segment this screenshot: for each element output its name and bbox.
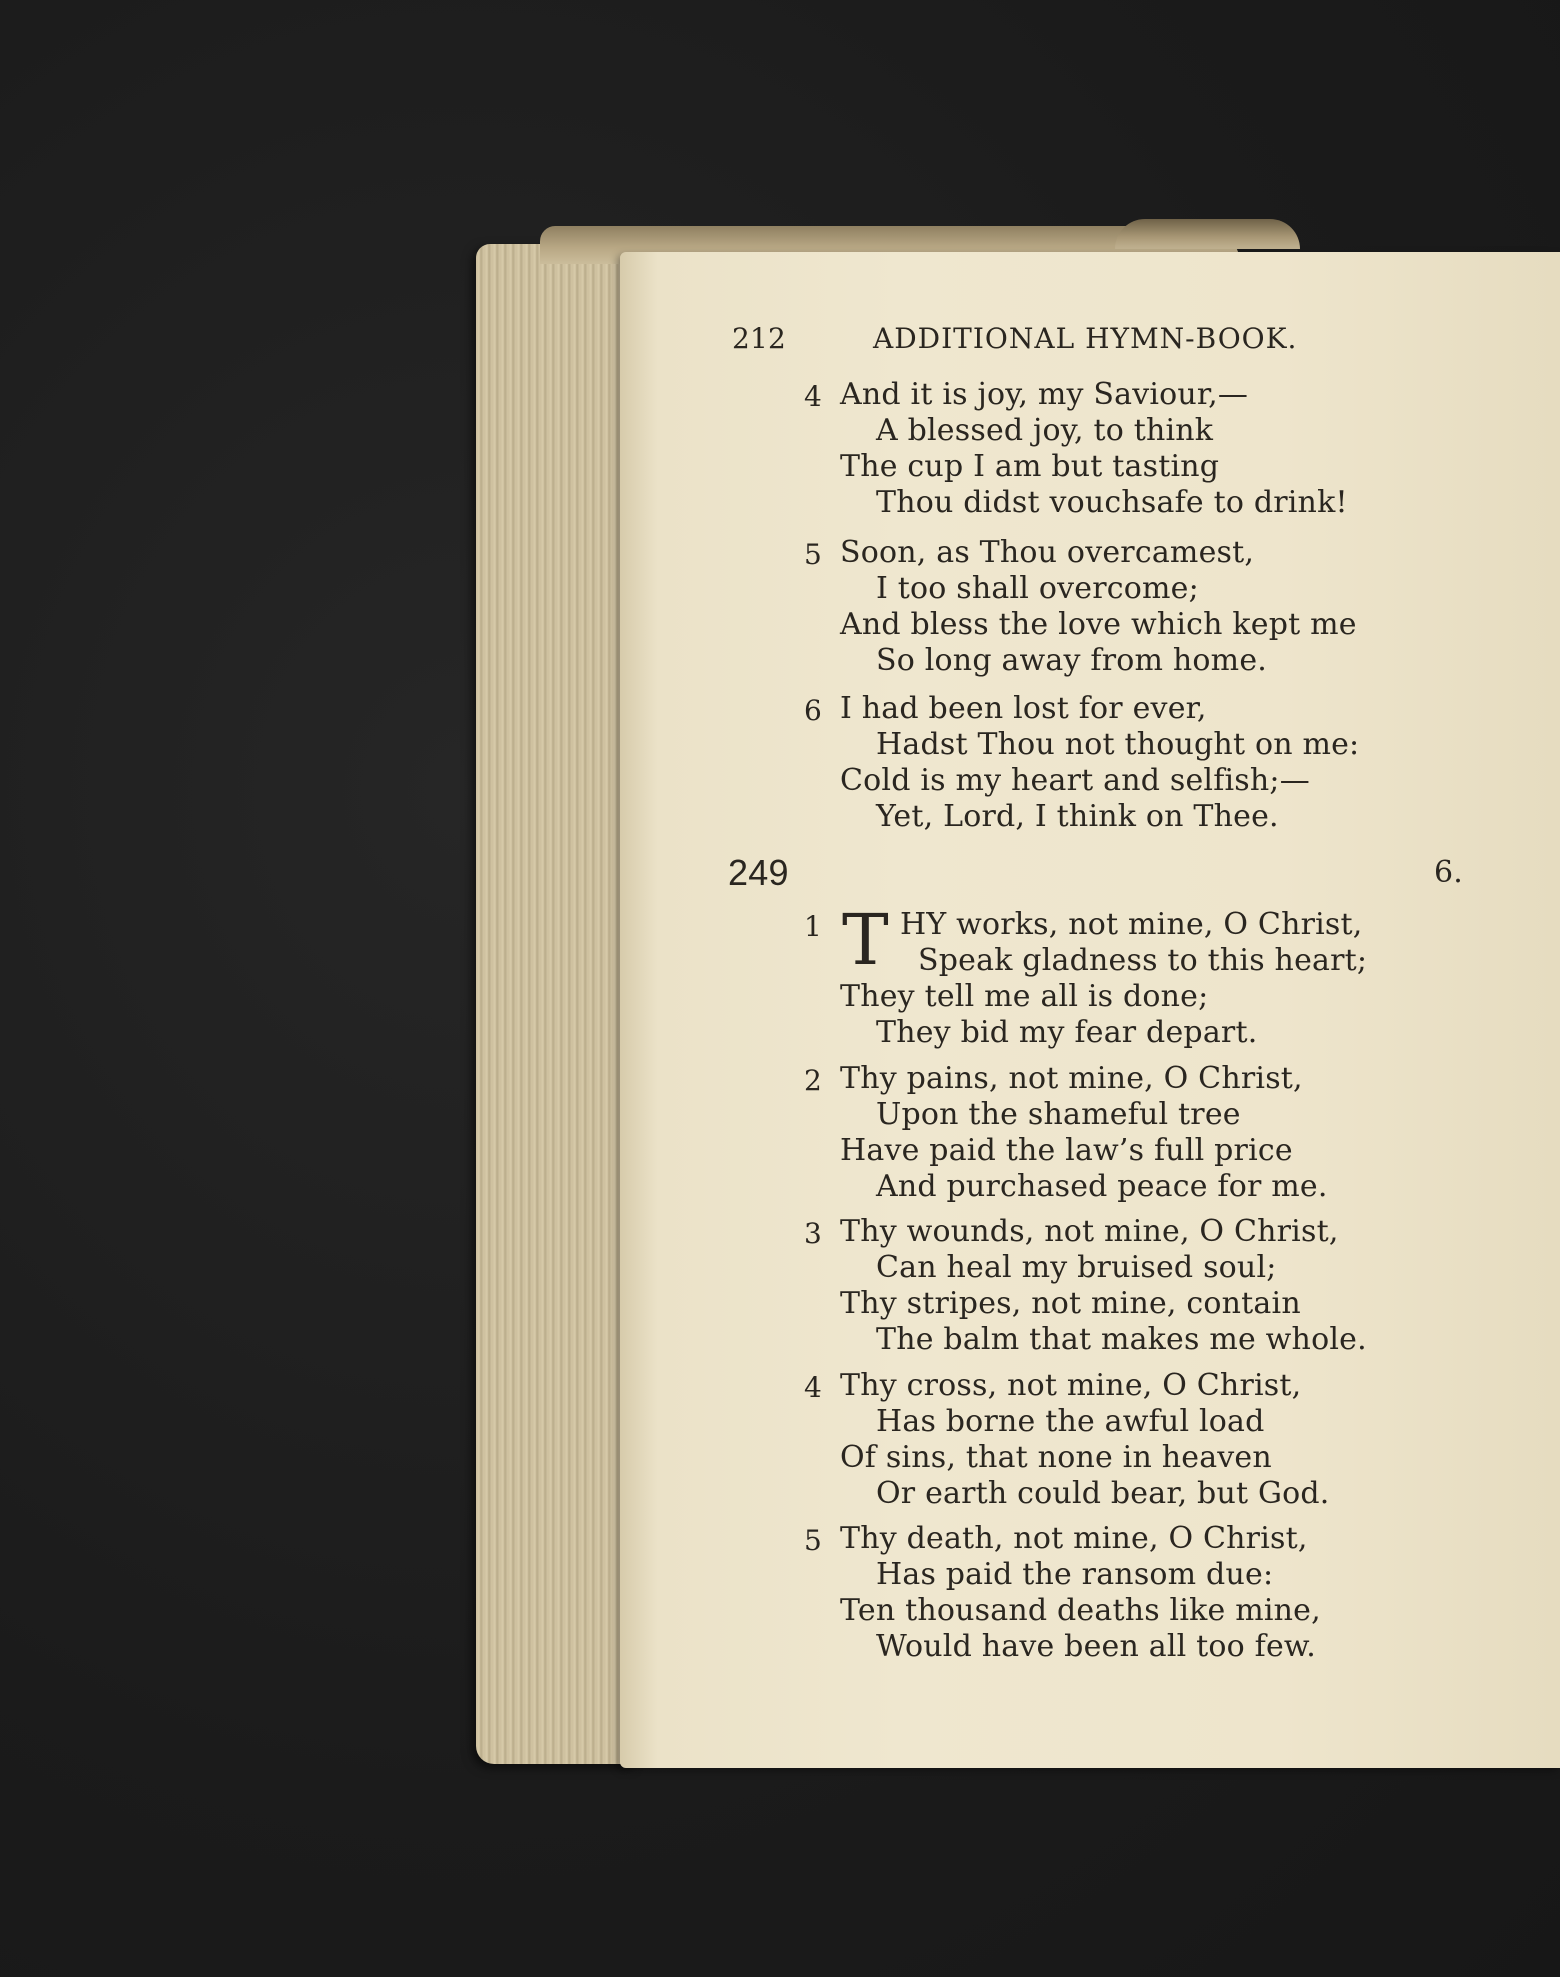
verse-number: 1 — [804, 910, 823, 943]
verse-line: Thy death, not mine, O Christ, — [840, 1521, 1308, 1556]
hymn-number: 249 — [728, 852, 789, 893]
verse-line: Thou didst vouchsafe to drink! — [876, 485, 1348, 520]
verse-line: Thy stripes, not mine, contain — [840, 1286, 1301, 1321]
verse-line: Thy cross, not mine, O Christ, — [840, 1368, 1302, 1403]
verse-line: Thy pains, not mine, O Christ, — [840, 1061, 1303, 1096]
drop-cap: T — [842, 899, 889, 981]
page-edges — [476, 244, 636, 1764]
verse-line: They tell me all is done; — [840, 979, 1209, 1014]
page-number: 212 — [732, 322, 787, 355]
verse-number: 5 — [804, 538, 823, 571]
verse-line: And it is joy, my Saviour,— — [840, 377, 1249, 412]
verse-line: The cup I am but tasting — [840, 449, 1220, 484]
verse-line: Cold is my heart and selfish;— — [840, 763, 1310, 798]
verse-line: Has paid the ransom due: — [876, 1557, 1274, 1592]
verse-number: 2 — [804, 1064, 823, 1097]
verse-line: And bless the love which kept me — [840, 607, 1357, 642]
verse-number: 3 — [804, 1217, 823, 1250]
verse-line: And purchased peace for me. — [876, 1169, 1328, 1204]
verse-line: Ten thousand deaths like mine, — [840, 1593, 1321, 1628]
verse-line: Has borne the awful load — [876, 1404, 1265, 1439]
verse-number: 6 — [804, 694, 823, 727]
verse-line: Can heal my bruised soul; — [876, 1250, 1277, 1285]
verse-line: HY works, not mine, O Christ, — [900, 907, 1363, 942]
verse-line: They bid my fear depart. — [876, 1015, 1258, 1050]
verse-line: Or earth could bear, but God. — [876, 1476, 1330, 1511]
verse-line: Speak gladness to this heart; — [918, 943, 1368, 978]
torn-page-edge — [1115, 219, 1300, 249]
verse-line: Upon the shameful tree — [876, 1097, 1241, 1132]
verse-line: Soon, as Thou overcamest, — [840, 535, 1255, 570]
verse-number: 4 — [804, 380, 823, 413]
verse-line: Have paid the law’s full price — [840, 1133, 1293, 1168]
verse-number: 5 — [804, 1524, 823, 1557]
verse-line: Thy wounds, not mine, O Christ, — [840, 1214, 1339, 1249]
verse-line: Hadst Thou not thought on me: — [876, 727, 1360, 762]
verse-line: I had been lost for ever, — [840, 691, 1207, 726]
verse-line: The balm that makes me whole. — [876, 1322, 1367, 1357]
verse-line: Would have been all too few. — [876, 1629, 1316, 1664]
verse-line: So long away from home. — [876, 643, 1268, 678]
running-title: ADDITIONAL HYMN-BOOK. — [873, 322, 1298, 355]
verse-line: A blessed joy, to think — [876, 413, 1214, 448]
tune-meter: 6. — [1434, 855, 1464, 890]
verse-number: 4 — [804, 1371, 823, 1404]
verse-line: Of sins, that none in heaven — [840, 1440, 1272, 1475]
verse-line: Yet, Lord, I think on Thee. — [876, 799, 1279, 834]
verse-line: I too shall overcome; — [876, 571, 1199, 606]
